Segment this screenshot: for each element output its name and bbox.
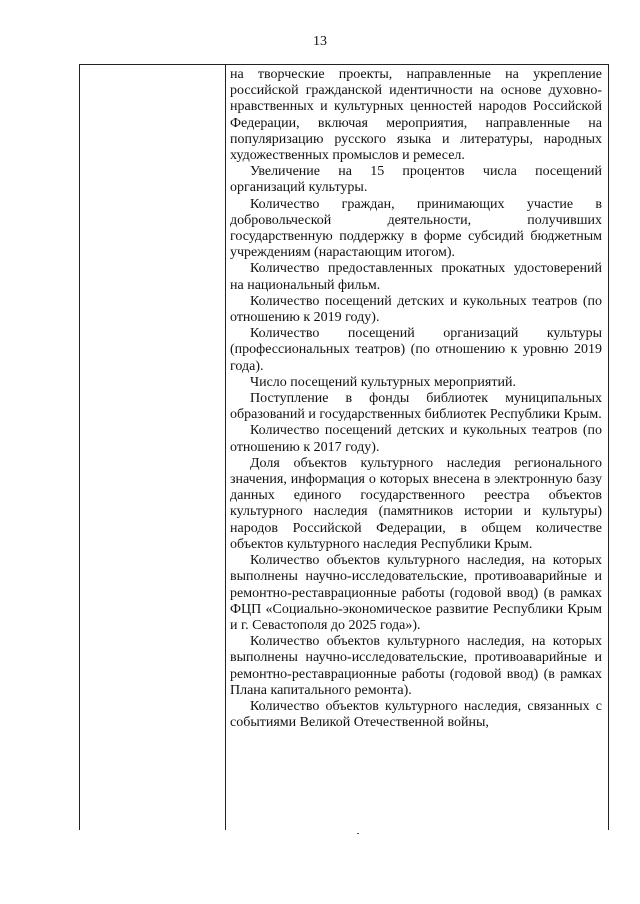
paragraph: Количество посещений детских и кукольных театров (по отношению к 2017 году).	[230, 423, 602, 455]
paragraph: Число посещений культурных мероприятий.	[250, 374, 516, 390]
table-left-column	[80, 65, 226, 830]
page-number: 13	[313, 34, 327, 49]
paragraph-continuation: на творческие проекты, направленные на укрепление российской гражданской идентичности на основе духовно-нравственных и культурных ценностей народов Российской Федерации, включая мероприятия, направленные на популяризацию русского языка и литературы, народных художественных промыслов и ремесел.	[230, 67, 602, 164]
paragraph: Количество посещений организаций культуры (профессиональных театров) (по отношению к уровню 2019 года).	[230, 326, 602, 374]
paragraph: Количество объектов культурного наследия, на которых выполнены научно-исследовательские, противоаварийные и ремонтно-реставрационные работы (годовой ввод) (в рамках Плана капитального ремонта).	[230, 634, 602, 698]
paragraph: Увеличение на 15 процентов числа посещений организаций культуры.	[230, 164, 602, 196]
paragraph: Поступление в фонды библиотек муниципальных образований и государственных библиотек Республики Крым.	[230, 391, 602, 423]
document-table	[79, 64, 609, 830]
scan-speck	[357, 833, 359, 834]
paragraph: Количество объектов культурного наследия, связанных с событиями Великой Отечественной войны,	[230, 698, 602, 731]
paragraph: Количество предоставленных прокатных удостоверений на национальный фильм.	[230, 261, 602, 293]
paragraph: Количество граждан, принимающих участие в добровольческой деятельности, получивших государственную поддержку в форме субсидий бюджетным учреждениям (нарастающим итогом).	[230, 196, 602, 261]
paragraph: Количество объектов культурного наследия, на которых выполнены научно-исследовательские, противоаварийные и ремонтно-реставрационные работы (годовой ввод) (в рамках ФЦП «Социально-экономическое развитие Республики Крым и г. Севастополя до 2025 года»).	[230, 553, 602, 633]
paragraph: Количество посещений детских и кукольных театров (по отношению к 2019 году).	[230, 293, 602, 326]
paragraph: Доля объектов культурного наследия регионального значения, информация о которых внесена в электронную базу данных единого государственного реестра объектов культурного наследия (памятников истории и культуры) народов Российской Федерации, в общем количестве объектов культурного наследия Республики Крым.	[230, 455, 602, 552]
table-right-column	[226, 67, 608, 830]
